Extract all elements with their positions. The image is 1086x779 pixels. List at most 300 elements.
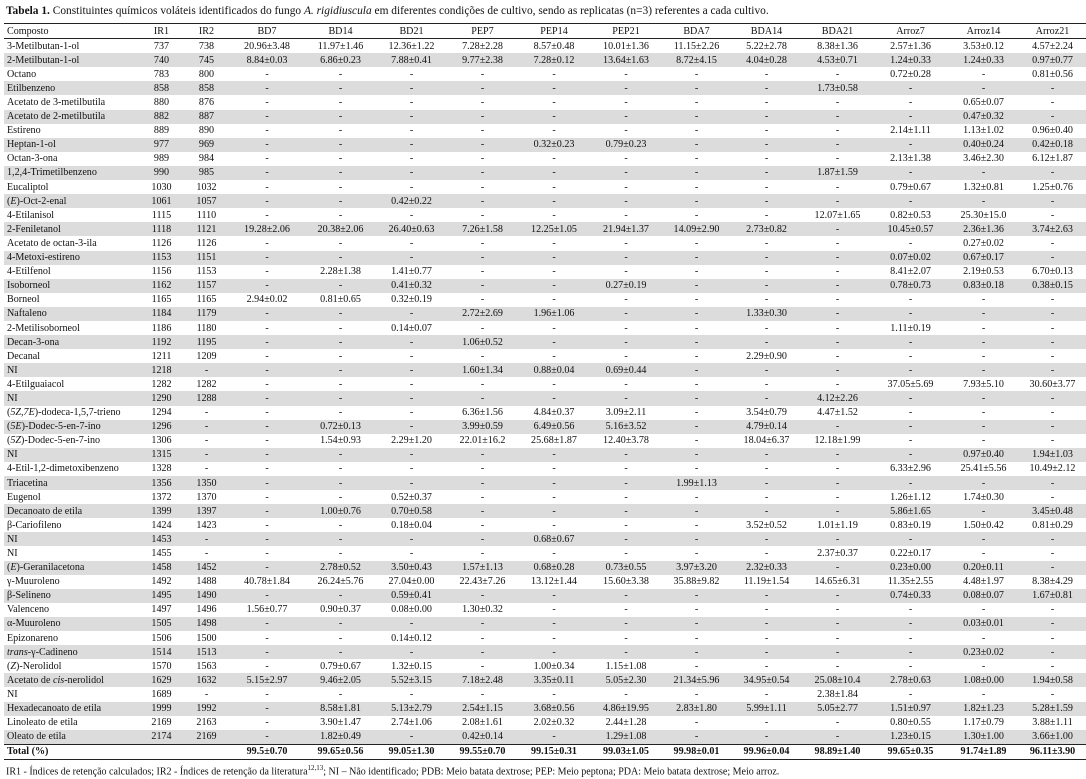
table-cell: - <box>265 660 269 672</box>
table-cell: 2.19±0.53 <box>963 266 1004 278</box>
table-cell: 1192 <box>151 336 172 348</box>
table-cell: 1151 <box>196 252 217 264</box>
table-cell: - <box>552 505 556 517</box>
table-cell: - <box>694 308 699 320</box>
table-cell: - <box>694 153 699 165</box>
table-cell: - <box>624 449 628 461</box>
table-cell: - <box>764 378 769 390</box>
total-cell: 99.65±0.35 <box>887 746 934 758</box>
compound-name-cell: Linoleato de etila <box>7 717 78 729</box>
table-cell: - <box>552 688 556 700</box>
table-cell: - <box>981 688 986 700</box>
table-cell: - <box>338 336 343 348</box>
table-cell: 984 <box>198 153 215 165</box>
table-cell: 0.32±0.19 <box>391 294 432 306</box>
table-cell: 1999 <box>151 703 172 715</box>
table-cell: - <box>480 68 485 80</box>
table-cell: 3.97±3.20 <box>676 562 717 574</box>
table-cell: - <box>981 533 986 545</box>
table-cell: 1.33±0.30 <box>746 308 787 320</box>
table-row <box>4 222 1086 236</box>
table-cell: 1126 <box>196 237 217 249</box>
table-header <box>4 24 1086 39</box>
table-cell: - <box>764 294 769 306</box>
table-cell: - <box>265 237 269 249</box>
table-cell: - <box>835 125 840 137</box>
table-cell: - <box>338 491 343 503</box>
table-cell: 1498 <box>196 618 217 630</box>
table-cell: - <box>908 618 913 630</box>
table-cell: - <box>265 548 269 560</box>
table-cell: 1162 <box>151 280 172 292</box>
table-cell: 6.70±0.13 <box>1032 266 1073 278</box>
table-cell: 1186 <box>151 322 172 334</box>
table-cell: - <box>1050 294 1055 306</box>
table-cell: - <box>338 125 343 137</box>
table-cell: 1.74±0.30 <box>963 491 1004 503</box>
stereo-prefix: (E)- <box>7 562 24 574</box>
table-cell: - <box>908 139 913 151</box>
table-cell: 7.93±5.10 <box>963 378 1004 390</box>
table-cell: 11.19±1.54 <box>743 576 790 588</box>
table-cell: - <box>694 181 699 193</box>
table-row <box>4 518 1086 532</box>
table-cell: 0.74±0.33 <box>890 590 931 602</box>
compound-name-cell: α-Muuroleno <box>7 618 61 630</box>
table-cell: - <box>480 294 485 306</box>
table-cell: 0.83±0.18 <box>963 280 1004 292</box>
table-cell: 1.57±1.13 <box>462 562 503 574</box>
table-cell: - <box>835 477 840 489</box>
table-cell: - <box>835 646 840 658</box>
table-cell: - <box>624 632 628 644</box>
table-cell: - <box>552 181 556 193</box>
stereo-prefix: (Z)- <box>7 660 23 672</box>
table-cell: - <box>1050 688 1055 700</box>
table-cell: 1184 <box>151 308 172 320</box>
table-cell: - <box>908 294 913 306</box>
table-cell: - <box>694 82 699 94</box>
table-cell: 1.94±1.03 <box>1032 449 1073 461</box>
table-cell: 5.86±1.65 <box>890 505 931 517</box>
table-cell: - <box>764 646 769 658</box>
table-cell: - <box>552 294 556 306</box>
table-cell: - <box>480 533 485 545</box>
compound-name-cell: Acetato de cis-nerolidol <box>7 674 104 686</box>
table-cell: 1453 <box>151 533 172 545</box>
table-cell: 25.68±1.87 <box>531 435 577 447</box>
table-cell: - <box>694 407 699 419</box>
compound-name-cell: Hexadecanoato de etila <box>7 703 102 715</box>
table-cell: - <box>694 392 699 404</box>
table-cell: - <box>694 590 699 602</box>
table-cell: 1.96±1.06 <box>533 308 575 320</box>
table-cell: 2.13±1.38 <box>890 153 931 165</box>
table-cell: - <box>981 604 986 616</box>
table-row <box>4 265 1086 279</box>
table-row <box>4 716 1086 730</box>
table-cell: - <box>764 618 769 630</box>
table-cell: 0.42±0.18 <box>1032 139 1073 151</box>
table-cell: - <box>552 731 556 743</box>
table-cell: - <box>265 378 269 390</box>
table-cell: 3.52±0.52 <box>746 519 787 531</box>
table-cell: - <box>624 491 628 503</box>
table-cell: 1632 <box>196 674 217 686</box>
table-cell: - <box>764 717 769 729</box>
table-cell: 4.84±0.37 <box>533 407 575 419</box>
table-cell: - <box>480 449 485 461</box>
table-cell: 4.47±1.52 <box>817 407 858 419</box>
column-header: Arroz14 <box>966 25 1001 37</box>
table-cell: - <box>338 378 343 390</box>
total-cell: 99.98±0.01 <box>673 746 720 758</box>
table-cell: - <box>338 407 343 419</box>
table-cell: - <box>1050 308 1055 320</box>
table-cell: - <box>409 392 414 404</box>
table-cell: 1157 <box>196 280 217 292</box>
table-cell: - <box>694 322 699 334</box>
table-cell: 3.50±0.43 <box>391 562 432 574</box>
table-cell: - <box>265 209 269 221</box>
total-cell: 99.55±0.70 <box>459 746 506 758</box>
table-cell: - <box>552 237 556 249</box>
table-cell: - <box>981 407 986 419</box>
table-cell: 15.60±3.38 <box>603 576 649 588</box>
compound-name-cell: Etilbenzeno <box>7 82 56 94</box>
column-header: BD7 <box>257 25 277 37</box>
table-cell: 4.57±2.24 <box>1032 40 1073 52</box>
stereo-prefix: (5E)- <box>7 421 29 433</box>
table-cell: - <box>552 336 556 348</box>
table-cell: - <box>908 646 913 658</box>
total-cell: 99.05±1.30 <box>388 746 435 758</box>
table-cell: 26.40±0.63 <box>388 223 435 235</box>
table-cell: 0.27±0.02 <box>963 237 1004 249</box>
table-cell: - <box>1050 252 1055 264</box>
table-cell: - <box>835 294 840 306</box>
table-cell: 20.38±2.06 <box>317 223 364 235</box>
table-cell: 1.00±0.76 <box>320 505 361 517</box>
table-cell: - <box>624 378 628 390</box>
table-cell: - <box>1050 82 1055 94</box>
table-cell: 1.54±0.93 <box>320 435 361 447</box>
table-row <box>4 546 1086 560</box>
compound-name-cell: 2-Feniletanol <box>7 223 61 235</box>
table-cell: - <box>409 533 414 545</box>
table-cell: 2.78±0.63 <box>890 674 931 686</box>
table-cell: 0.78±0.73 <box>890 280 931 292</box>
table-cell: - <box>764 533 769 545</box>
table-cell: 2169 <box>151 717 172 729</box>
table-cell: - <box>764 252 769 264</box>
table-cell: - <box>409 139 414 151</box>
table-cell: 1455 <box>151 548 172 560</box>
table-cell: - <box>1050 632 1055 644</box>
table-cell: 12.40±3.78 <box>603 435 649 447</box>
table-cell: - <box>694 209 699 221</box>
table-cell: - <box>204 421 209 433</box>
table-cell: - <box>694 618 699 630</box>
table-cell: - <box>265 252 269 264</box>
table-cell: - <box>764 68 769 80</box>
table-cell: - <box>624 153 628 165</box>
table-cell: - <box>480 97 485 109</box>
table-cell: - <box>1050 364 1055 376</box>
table-cell: 4.48±1.97 <box>963 576 1004 588</box>
table-cell: - <box>835 618 840 630</box>
table-cell: 1165 <box>151 294 172 306</box>
total-cell: 91.74±1.89 <box>960 746 1007 758</box>
table-cell: - <box>981 82 986 94</box>
table-cell: 0.38±0.15 <box>1032 280 1073 292</box>
table-cell: - <box>338 646 343 658</box>
table-cell: - <box>409 209 414 221</box>
table-cell: - <box>624 111 628 123</box>
table-cell: - <box>204 364 209 376</box>
table-cell: - <box>338 237 343 249</box>
table-cell: 6.86±0.23 <box>320 54 361 66</box>
table-row <box>4 687 1086 701</box>
table-row <box>4 377 1086 391</box>
table-cell: 0.42±0.14 <box>462 731 503 743</box>
table-cell: - <box>764 97 769 109</box>
table-cell: - <box>694 463 699 475</box>
table-cell: - <box>338 519 343 531</box>
table-row <box>4 279 1086 293</box>
table-cell: - <box>338 632 343 644</box>
table-cell: 1.25±0.76 <box>1032 181 1073 193</box>
table-cell: - <box>265 717 269 729</box>
table-cell: - <box>835 632 840 644</box>
footnote-text-before: IR1 - Índices de retenção calculados; IR2 - Índices de retenção da literatura <box>6 766 308 778</box>
column-header: BDA21 <box>821 25 854 37</box>
header-row <box>4 24 1086 39</box>
table-cell: - <box>552 68 556 80</box>
table-cell: - <box>694 604 699 616</box>
table-cell: - <box>480 618 485 630</box>
table-cell: - <box>338 68 343 80</box>
table-cell: 1209 <box>196 350 217 362</box>
table-cell: - <box>480 280 485 292</box>
table-cell: - <box>480 237 485 249</box>
table-cell: 1488 <box>196 576 217 588</box>
table-cell: - <box>624 237 628 249</box>
table-cell: - <box>764 237 769 249</box>
table-cell: 1282 <box>196 378 217 390</box>
table-cell: 3.54±0.79 <box>746 407 787 419</box>
table-cell: - <box>624 519 628 531</box>
compound-name-cell: Decanal <box>7 350 41 362</box>
table-row <box>4 110 1086 124</box>
table-cell: 882 <box>153 111 170 123</box>
table-cell: - <box>764 181 769 193</box>
table-cell: - <box>409 308 414 320</box>
table-cell: 0.81±0.65 <box>320 294 361 306</box>
table-row <box>4 152 1086 166</box>
compound-name-cell: Epizonareno <box>7 632 59 644</box>
table-cell: 0.72±0.13 <box>320 421 361 433</box>
table-cell: 4.53±0.71 <box>817 54 858 66</box>
compound-name-cell: Heptan-1-ol <box>7 139 56 151</box>
table-cell: 1356 <box>151 477 172 489</box>
table-cell: - <box>694 421 699 433</box>
table-cell: 0.08±0.00 <box>391 604 432 616</box>
table-cell: 8.72±4.15 <box>676 54 717 66</box>
column-header: IR2 <box>198 25 215 37</box>
table-cell: - <box>981 632 986 644</box>
table-cell: - <box>338 111 343 123</box>
table-row <box>4 194 1086 208</box>
table-cell: - <box>835 181 840 193</box>
compound-name-cell: (E)-Oct-2-enal <box>7 195 67 207</box>
table-cell: - <box>981 167 986 179</box>
table-cell: - <box>835 463 840 475</box>
table-cell: - <box>835 364 840 376</box>
table-cell: - <box>694 378 699 390</box>
table-cell: 1.41±0.77 <box>391 266 432 278</box>
table-cell: - <box>480 350 485 362</box>
table-cell: 1.60±1.34 <box>462 364 503 376</box>
table-cell: - <box>409 125 414 137</box>
table-cell: 3.09±2.11 <box>605 407 647 419</box>
table-cell: - <box>624 322 628 334</box>
table-cell: 19.28±2.06 <box>244 223 290 235</box>
table-cell: - <box>338 167 343 179</box>
table-cell: - <box>1050 336 1055 348</box>
table-cell: - <box>764 336 769 348</box>
compound-name-cell: Octano <box>7 68 37 80</box>
table-row <box>4 236 1086 250</box>
table-cell: 3.66±1.00 <box>1032 731 1073 743</box>
table-row <box>4 321 1086 335</box>
table-cell: 1.30±0.32 <box>462 604 503 616</box>
table-cell: - <box>624 209 628 221</box>
table-cell: 9.77±2.38 <box>462 54 503 66</box>
table-cell: - <box>204 533 209 545</box>
table-cell: - <box>1050 604 1055 616</box>
table-cell: - <box>835 717 840 729</box>
table-cell: 1513 <box>196 646 217 658</box>
table-cell: - <box>338 533 343 545</box>
table-cell: 1.94±0.58 <box>1032 674 1073 686</box>
table-cell: - <box>1050 477 1055 489</box>
table-cell: 2.14±1.11 <box>890 125 931 137</box>
table-cell: - <box>694 266 699 278</box>
table-row <box>4 39 1086 54</box>
table-cell: 2.28±1.38 <box>320 266 361 278</box>
table-cell: 5.28±1.59 <box>1032 703 1073 715</box>
table-cell: 745 <box>198 54 215 66</box>
compound-name-cell: Isoborneol <box>7 280 51 292</box>
table-cell: 2.38±1.84 <box>817 688 858 700</box>
column-header: BDA7 <box>683 25 710 37</box>
table-cell: - <box>480 590 485 602</box>
table-cell: - <box>764 731 769 743</box>
table-cell: 890 <box>198 125 215 137</box>
table-cell: 1495 <box>151 590 172 602</box>
table-cell: - <box>835 223 840 235</box>
table-cell: - <box>694 350 699 362</box>
table-cell: 2.54±1.15 <box>462 703 503 715</box>
table-cell: 35.88±9.82 <box>673 576 720 588</box>
table-cell: 1372 <box>151 491 172 503</box>
table-cell: - <box>409 350 414 362</box>
table-cell: 0.80±0.55 <box>890 717 931 729</box>
compound-name-cell: 4-Etilanisol <box>7 209 55 221</box>
table-cell: 2.29±0.90 <box>746 350 787 362</box>
table-cell: - <box>552 590 556 602</box>
table-cell: 0.96±0.40 <box>1032 125 1073 137</box>
table-cell: 1.99±1.13 <box>676 477 717 489</box>
table-row <box>4 476 1086 490</box>
compound-name-cell: Eucaliptol <box>7 181 49 193</box>
table-cell: - <box>552 97 556 109</box>
table-cell: - <box>981 308 986 320</box>
table-cell: - <box>694 252 699 264</box>
table-cell: 0.97±0.77 <box>1032 54 1073 66</box>
table-cell: - <box>694 125 699 137</box>
table-cell: - <box>1050 209 1055 221</box>
table-cell: - <box>552 463 556 475</box>
table-cell: - <box>265 195 269 207</box>
compound-name-cell: NI <box>7 364 18 376</box>
caption-text-after: em diferentes condições de cultivo, sendo as replicatas (n=3) referentes a cada cultivo. <box>371 5 769 17</box>
table-cell: - <box>552 604 556 616</box>
table-cell: 1115 <box>151 209 172 221</box>
table-cell: 1.17±0.79 <box>963 717 1004 729</box>
table-cell: 0.88±0.04 <box>533 364 575 376</box>
table-cell: 1153 <box>196 266 217 278</box>
table-cell: - <box>981 364 986 376</box>
table-cell: - <box>624 646 628 658</box>
table-cell: 3.99±0.59 <box>462 421 503 433</box>
table-cell: - <box>1050 350 1055 362</box>
table-cell: 2.08±1.61 <box>462 717 503 729</box>
table-cell: - <box>265 336 269 348</box>
table-cell: - <box>835 280 840 292</box>
table-cell: 2.57±1.36 <box>890 40 931 52</box>
table-cell: 8.38±4.29 <box>1032 576 1073 588</box>
compound-name-cell: Acetato de octan-3-ila <box>7 237 97 249</box>
table-cell: 2.37±0.37 <box>817 548 858 560</box>
table-cell: - <box>624 618 628 630</box>
table-cell: - <box>552 519 556 531</box>
table-cell: 0.72±0.28 <box>890 68 931 80</box>
table-cell: - <box>552 322 556 334</box>
table-cell: 1.82±0.49 <box>320 731 361 743</box>
table-cell: 34.95±0.54 <box>743 674 790 686</box>
total-cell <box>139 744 184 759</box>
table-cell: 0.07±0.02 <box>890 252 931 264</box>
table-cell: - <box>480 477 485 489</box>
table-cell: 2.83±1.80 <box>676 703 717 715</box>
table-cell: 22.01±16.2 <box>459 435 506 447</box>
table-cell: 13.64±1.63 <box>603 54 649 66</box>
table-cell: - <box>764 266 769 278</box>
table-cell: - <box>981 421 986 433</box>
table-caption <box>6 4 1064 18</box>
table-cell: - <box>624 350 628 362</box>
table-cell: - <box>835 139 840 151</box>
table-cell: 0.81±0.29 <box>1032 519 1073 531</box>
table-cell: 1500 <box>196 632 217 644</box>
table-cell: 1165 <box>196 294 217 306</box>
table-cell: - <box>409 421 414 433</box>
table-cell: - <box>908 336 913 348</box>
table-cell: - <box>1050 407 1055 419</box>
table-cell: - <box>908 421 913 433</box>
